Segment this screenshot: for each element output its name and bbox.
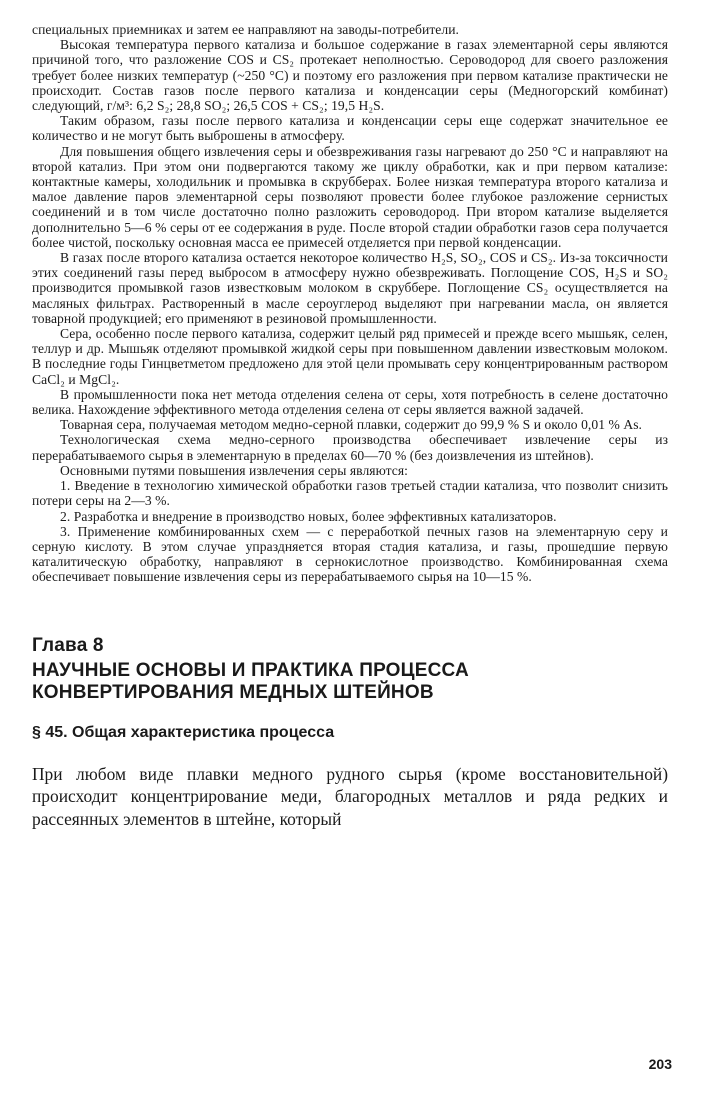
paragraph: В промышленности пока нет метода отделения селена от серы, хотя потребность в селене достаточно велика. Нахождение эффективного метода отделения селена от серы является важной задачей. — [32, 386, 668, 418]
list-item: 1. Введение в технологию химической обработки газов третьей стадии катализа, что позволит снизить потери серы на 2—3 %. — [32, 478, 668, 509]
paragraph: Таким образом, газы после первого катализа и конденсации серы еще содержат значительное ее количество и не могут быть выброшены в атмосферу. — [32, 113, 668, 144]
paragraph: Основными путями повышения извлечения серы являются: — [60, 462, 408, 478]
paragraph: Сера, особенно после первого катализа, содержит целый ряд примесей и прежде всего мышьяк, селен, теллур и др. Мышьяк отделяют промывкой жидкой серы при повышенном давлении известковым молоком. В последние годы Гинцветметом предложено для этой цели промывать серу концентрированным раствором CaCl₂ и MgCl₂. — [32, 326, 668, 387]
body-text — [32, 22, 668, 585]
paragraph: специальных приемниках и затем ее направляют на заводы-потребители. — [32, 22, 459, 37]
chapter-heading — [32, 635, 668, 704]
page-content — [32, 22, 668, 830]
chapter-title: НАУЧНЫЕ ОСНОВЫ И ПРАКТИКА ПРОЦЕССА КОНВЕРТИРОВАНИЯ МЕДНЫХ ШТЕЙНОВ — [32, 659, 469, 703]
list-item: 2. Разработка и внедрение в производство новых, более эффективных катализаторов. — [60, 508, 557, 524]
paragraph: Товарная сера, получаемая методом медно-серной плавки, содержит до 99,9 % S и около 0,01 % As. — [60, 417, 642, 433]
section-intro: При любом виде плавки медного рудного сырья (кроме восстановительной) происходит концентрирование меди, благородных металлов и ряда редких и рассеянных элементов в штейне, который — [32, 763, 668, 829]
chapter-label: Глава 8 — [32, 634, 104, 656]
paragraph: В газах после второго катализа остается некоторое количество H₂S, SO₂, COS и CS₂. Из-за токсичности этих соединений газы перед выбросом в атмосферу нужно обезвреживать. Поглощение COS, H₂S и SO₂ производится промывкой газов известковым молоком в скруббере. Поглощение CS₂ осуществляется на масляных фильтрах. Растворенный в масле сероуглерод выделяют при нагревании масла, он является товарной продукцией; его применяют в резиновой промышленности. — [32, 250, 668, 326]
paragraph: Для повышения общего извлечения серы и обезвреживания газы нагревают до 250 °C и направляют на второй катализ. При этом они подвергаются такому же циклу обработки, как и при первом катализе: контактные камеры, холодильник и промывка в скрубберах. Более низкая температура второго катализа и малое давление паров элементарной серы позволяют провести более глубокое разложение сернистых соединений и в том числе достаточно полно разложить сероводород. При втором катализе выделяется дополнительно 5—6 % серы от ее содержания в руде. После второй стадии обработки газов сера получается более чистой, поскольку основная масса ее примесей отделяется при первой конденсации. — [32, 143, 668, 250]
section-title: § 45. Общая характеристика процесса — [32, 723, 335, 741]
paragraph: Высокая температура первого катализа и большое содержание в газах элементарной серы являются причиной того, что разложение COS и CS₂ протекает неполностью. Сероводород для своего разложения требует более низких температур (~250 °C) и поэтому его разложения при первом катализе практически не происходит. Состав газов после первого катализа и конденсации серы (Медногорский комбинат) следующий, г/м³: 6,2 S₂; 28,8 SO₂; 26,5 COS + CS₂; 19,5 H₂S. — [32, 37, 668, 114]
page-number: 203 — [648, 1056, 672, 1072]
list-item: 3. Применение комбинированных схем — с переработкой печных газов на элементарную серу и серную кислоту. В этом случае упраздняется вторая стадия катализа, и газы, прошедшие первую каталитическую обработку, направляют в сернокислотное производство. Комбинированная схема обеспечивает повышение извлечения серы из перерабатываемого сырья на 10—15 %. — [32, 523, 668, 585]
paragraph: Технологическая схема медно-серного производства обеспечивает извлечение серы из перерабатываемого сырья в элементарную в пределах 60—70 % (без доизвлечения из штейнов). — [32, 432, 668, 463]
